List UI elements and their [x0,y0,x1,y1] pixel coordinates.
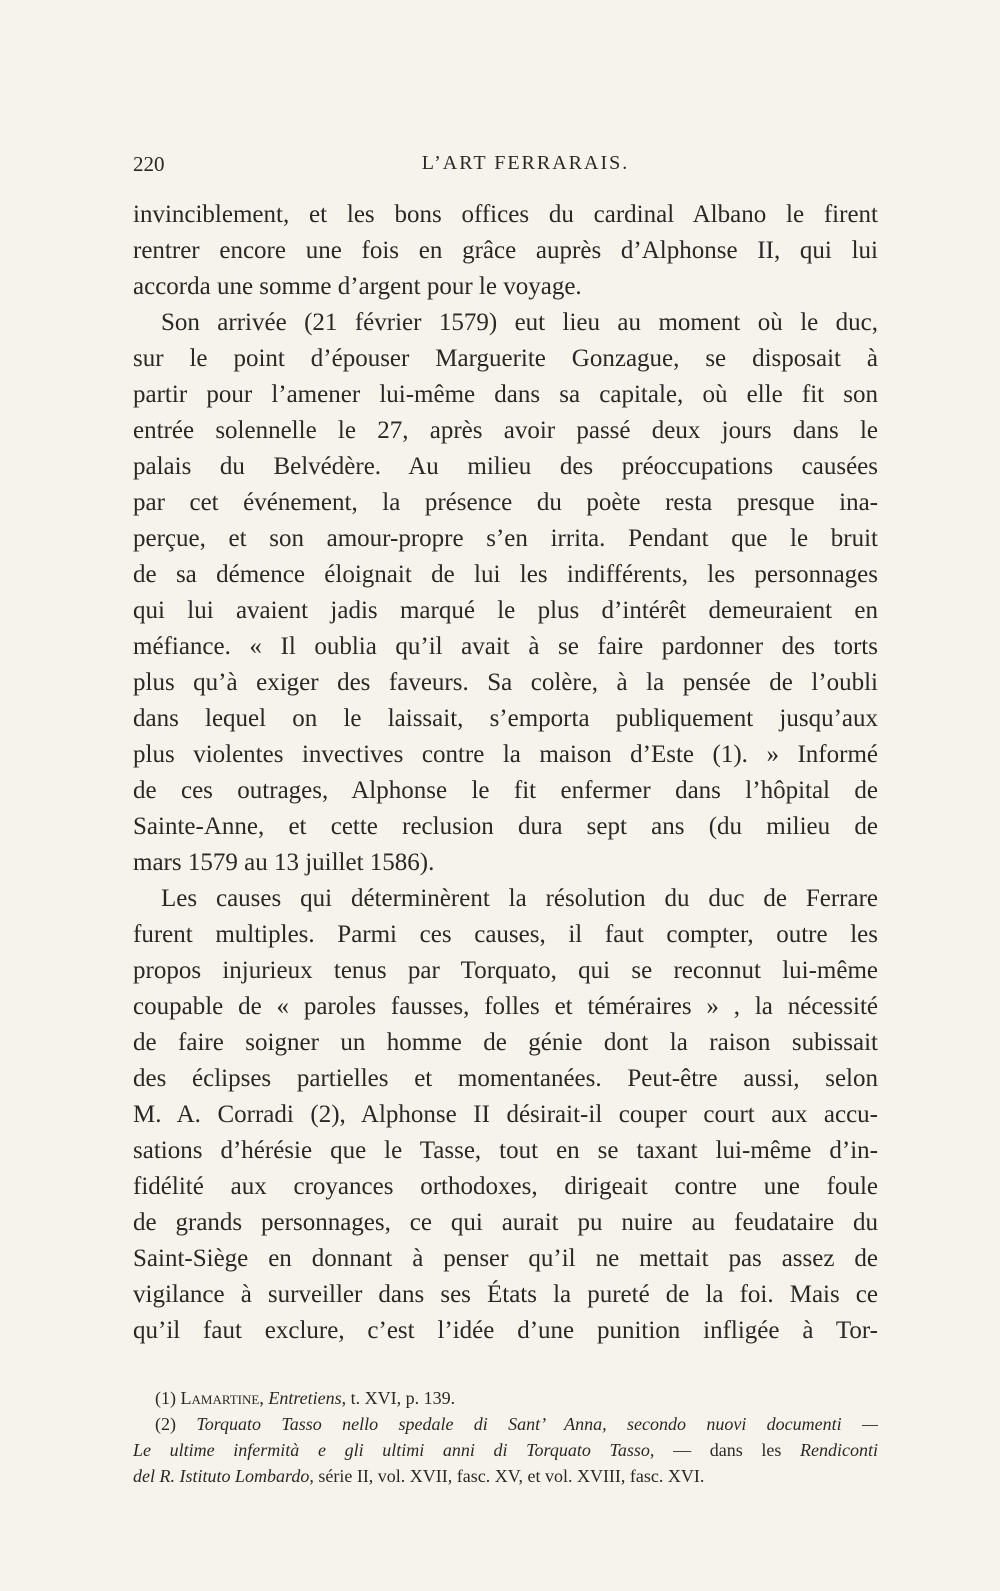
main-text [133,197,878,1349]
text-line: furent multiples. Parmi ces causes, il faut compter, outre les [133,921,878,948]
text-line: palais du Belvédère. Au milieu des préoccupations causées [133,453,878,480]
footnote-journal-cont: del R. Istituto Lombardo, [133,1466,314,1486]
text-line: de faire soigner un homme de génie dont la raison subissait [133,1029,878,1056]
text-line: mars 1579 au 13 juillet 1586). [133,849,435,876]
text-line: vigilance à surveiller dans ses États la pureté de la foi. Mais ce [133,1281,878,1308]
text-line: Les causes qui déterminèrent la résolution du duc de Ferrare [161,885,878,912]
text-line: invinciblement, et les bons offices du cardinal Albano le firent [133,201,878,228]
footnote-text: série II, vol. XVII, fasc. XV, et vol. XVIII, fasc. XVI. [318,1466,705,1486]
footnote-2-line-3 [133,1463,878,1489]
footnote-journal: Rendiconti [800,1440,878,1460]
footnote-1: (1) Lamartine, Entretiens, t. XVI, p. 139. [155,1388,456,1408]
footnote-marker: (2) [155,1414,176,1434]
page-number: 220 [133,152,165,176]
text-line: de grands personnages, ce qui aurait pu nuire au feudataire du [133,1209,878,1236]
footnote-author: Lamartine [180,1388,260,1408]
text-line: de ces outrages, Alphonse le fit enfermer dans l’hôpital de [133,777,878,804]
footnote-marker: (1) [155,1388,176,1408]
footnote-2-line-1 [133,1411,878,1437]
text-line: Saint-Siège en donnant à penser qu’il ne mettait pas assez de [133,1245,878,1272]
text-line: méfiance. « Il oublia qu’il avait à se faire pardonner des torts [133,633,878,660]
text-line: Sainte-Anne, et cette reclusion dura sept ans (du milieu de [133,813,878,840]
text-line: plus qu’à exiger des faveurs. Sa colère, à la pensée de l’oubli [133,669,878,696]
footnote-subtitle: Le ultime infermità e gli ultimi anni di Torquato Tasso, [133,1440,655,1460]
running-title: L’ART FERRARAIS. [421,152,630,174]
text-line: qu’il faut exclure, c’est l’idée d’une punition infligée à Tor- [133,1317,878,1344]
text-line: plus violentes invectives contre la maison d’Este (1). » Informé [133,741,878,768]
text-line: M. A. Corradi (2), Alphonse II désirait-il couper court aux accu- [133,1101,878,1128]
text-line: fidélité aux croyances orthodoxes, dirigeait contre une foule [133,1173,878,1200]
text-line: perçue, et son amour-propre s’en irrita. Pendant que le bruit [133,525,878,552]
text-line: par cet événement, la présence du poète resta presque ina- [133,489,878,516]
text-line: entrée solennelle le 27, après avoir passé deux jours dans le [133,417,878,444]
text-line: de sa démence éloignait de lui les indifférents, les personnages [133,561,878,588]
footnote-title: Torquato Tasso nello spedale di Sant’ Anna, secondo nuovi documenti — [196,1414,879,1434]
running-header [133,152,878,184]
text-line: accorda une somme d’argent pour le voyage. [133,273,582,300]
text-line: rentrer encore une fois en grâce auprès d’Alphonse II, qui lui [133,237,878,264]
footnote-text: — dans les [673,1440,782,1460]
text-line: sur le point d’épouser Marguerite Gonzague, se disposait à [133,345,878,372]
text-line: des éclipses partielles et momentanées. Peut-être aussi, selon [133,1065,878,1092]
footnote-reference: t. XVI, p. 139. [350,1388,456,1408]
footnote-2-line-2 [133,1437,878,1463]
text-line: dans lequel on le laissait, s’emporta publiquement jusqu’aux [133,705,878,732]
text-line: sations d’hérésie que le Tasse, tout en se taxant lui-même d’in- [133,1137,878,1164]
text-line: qui lui avaient jadis marqué le plus d’intérêt demeuraient en [133,597,878,624]
text-line: coupable de « paroles fausses, folles et téméraires » , la nécessité [133,993,878,1020]
footnotes [133,1385,878,1489]
text-line: partir pour l’amener lui-même dans sa capitale, où elle fit son [133,381,878,408]
footnote-work: Entretiens [268,1388,342,1408]
text-line: Son arrivée (21 février 1579) eut lieu au moment où le duc, [161,309,878,336]
text-line: propos injurieux tenus par Torquato, qui se reconnut lui-même [133,957,878,984]
